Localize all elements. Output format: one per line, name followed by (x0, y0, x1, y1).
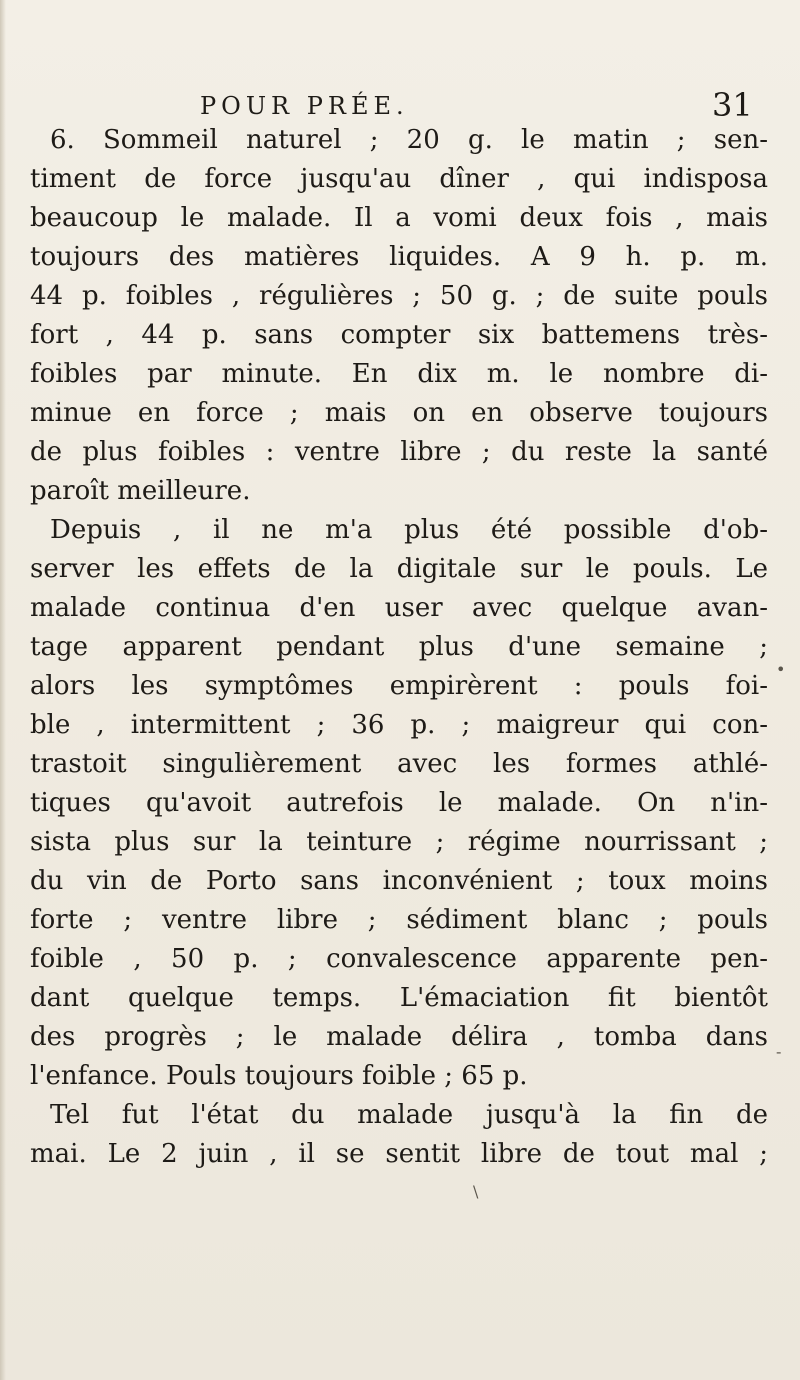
text-line: fort , 44 p. sans compter six battemens très- (30, 320, 768, 350)
text-line: du vin de Porto sans inconvénient ; toux moins (30, 866, 768, 896)
margin-speck: • (776, 660, 786, 679)
text-line: Depuis , il ne m'a plus été possible d'ob- (50, 515, 768, 545)
text-line: trastoit singulièrement avec les formes athlé- (30, 749, 768, 779)
text-line: toujours des matières liquides. A 9 h. p. m. (30, 242, 768, 272)
text-line: timent de force jusqu'au dîner , qui indisposa (30, 164, 768, 194)
margin-dash: - (776, 1042, 782, 1061)
text-line: des progrès ; le malade délira , tomba dans (30, 1022, 768, 1052)
text-line: 44 p. foibles , régulières ; 50 g. ; de suite pouls (30, 281, 768, 311)
page-number: 31 (712, 86, 753, 124)
running-head (0, 86, 800, 126)
text-line: server les effets de la digitale sur le pouls. Le (30, 554, 768, 584)
text-line: foibles par minute. En dix m. le nombre di- (30, 359, 768, 389)
paper-scratch: \ (473, 1182, 479, 1201)
page-edge-shadow (0, 0, 6, 1380)
text-line: 6. Sommeil naturel ; 20 g. le matin ; sen- (50, 125, 768, 155)
text-line: tage apparent pendant plus d'une semaine ; (30, 632, 768, 662)
text-line: forte ; ventre libre ; sédiment blanc ; pouls (30, 905, 768, 935)
text-line: beaucoup le malade. Il a vomi deux fois , mais (30, 203, 768, 233)
running-head-title: POUR PRÉE. (200, 92, 409, 120)
text-line: minue en force ; mais on en observe toujours (30, 398, 768, 428)
text-line: paroît meilleure. (30, 476, 251, 506)
text-line: Tel fut l'état du malade jusqu'à la fin de (50, 1100, 768, 1130)
text-line: alors les symptômes empirèrent : pouls foi- (30, 671, 768, 701)
text-line: de plus foibles : ventre libre ; du reste la santé (30, 437, 768, 467)
text-line: dant quelque temps. L'émaciation fit bientôt (30, 983, 768, 1013)
text-line: sista plus sur la teinture ; régime nourrissant ; (30, 827, 768, 857)
text-line: ble , intermittent ; 36 p. ; maigreur qui con- (30, 710, 768, 740)
text-line: malade continua d'en user avec quelque avan- (30, 593, 768, 623)
text-line: tiques qu'avoit autrefois le malade. On n'in- (30, 788, 768, 818)
body-text (30, 121, 768, 1174)
text-line: l'enfance. Pouls toujours foible ; 65 p. (30, 1061, 528, 1091)
text-line: foible , 50 p. ; convalescence apparente pen- (30, 944, 768, 974)
text-line: mai. Le 2 juin , il se sentit libre de tout mal ; (30, 1139, 768, 1169)
